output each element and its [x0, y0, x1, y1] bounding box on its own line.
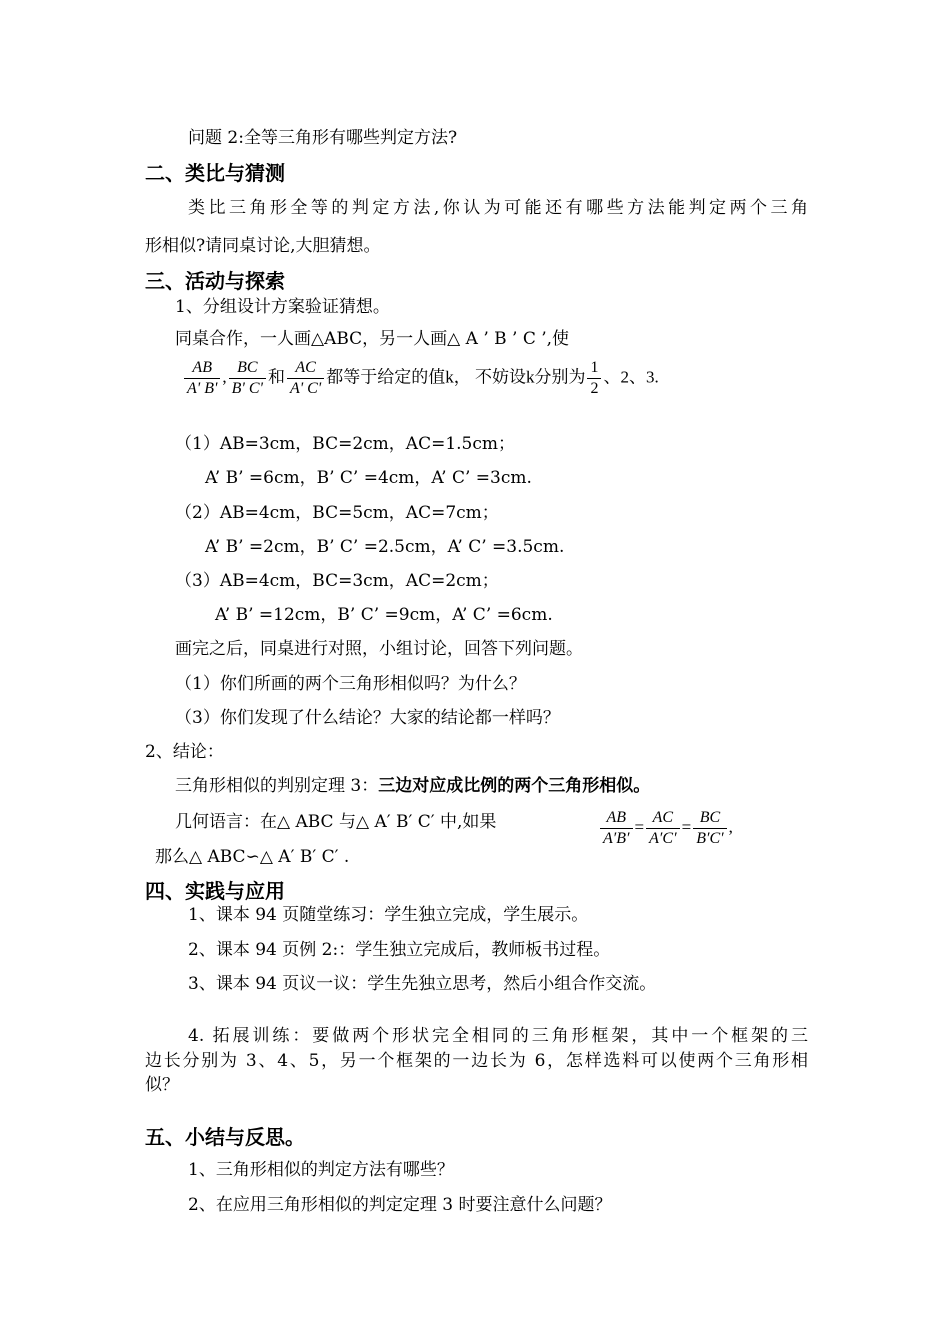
section-2-paragraph-line-2: 形相似?请同桌讨论,大胆猜想。 [145, 236, 381, 256]
geo-fraction-ab: $\frac{AB}{A'B'}$ [600, 808, 633, 849]
section-2-paragraph-line-1: 类比三角形全等的判定方法,你认为可能还有哪些方法能判定两个三角 [188, 198, 808, 218]
ratio-rest-text: 都等于给定的值k， 不妨设k分别为 [326, 367, 586, 387]
summary-item-1: 1、三角形相似的判定方法有哪些？ [188, 1160, 454, 1180]
practice-item-3: 3、课本 94 页议一议：学生先独立思考，然后小组合作交流。 [188, 974, 657, 994]
section-5-title: 五、小结与反思。 [145, 1125, 305, 1149]
fraction-bc: $\frac{BC}{B' C'}$ [229, 358, 266, 399]
practice-item-2: 2、课本 94 页例 2:：学生独立完成后，教师板书过程。 [188, 940, 611, 960]
discussion-instruction: 画完之后，同桌进行对照，小组讨论，回答下列问题。 [175, 639, 583, 659]
fraction-ab: $\frac{AB}{A' B'}$ [184, 358, 220, 399]
fraction-ac: $\frac{AC}{A' C'}$ [287, 358, 324, 399]
discussion-question-3: （3）你们发现了什么结论？大家的结论都一样吗？ [175, 708, 560, 728]
geometry-ratio: $\frac{AB}{A'B'}$ = $\frac{AC}{A'C'}$ = $\frac{BC}{B'C'}$ , [598, 808, 733, 849]
case-3-abc-prime: A’ B’ =12cm，B’ C’ =9cm，A’ C’ =6cm. [215, 605, 553, 625]
case-1-abc-prime: A’ B’ =6cm，B’ C’ =4cm，A’ C’ =3cm. [205, 468, 532, 488]
practice-item-4-line-2: 边长分别为 3、4、5，另一个框架的一边长为 6，怎样选料可以使两个三角形相 [145, 1051, 808, 1071]
similarity-conclusion: 那么△ ABC∽△ A′ B′ C′ . [155, 847, 350, 867]
case-1-abc: （1）AB=3cm，BC=2cm，AC=1.5cm； [175, 434, 516, 454]
activity-item-1: 1、分组设计方案验证猜想。 [175, 297, 390, 317]
practice-item-1: 1、课本 94 页随堂练习：学生独立完成，学生展示。 [188, 905, 589, 925]
ratio-tail-text: 、2、3. [603, 367, 659, 387]
geometry-language: 几何语言：在△ ABC 与△ A′ B′ C′ 中,如果 [175, 812, 497, 832]
practice-item-4-line-3: 似？ [145, 1075, 179, 1095]
conclusion-heading: 2、结论： [145, 742, 224, 762]
fraction-half: $\frac{1}{2}$ [587, 358, 601, 399]
ratio-condition: $\frac{AB}{A' B'}$ , $\frac{BC}{B' C'}$ 和 $\frac{AC}{A' C'}$ 都等于给定的值k， 不妨设k分别为 $\frac{1}{2}$ 、2、3. [182, 358, 659, 399]
question-2: 问题 2:全等三角形有哪些判定方法? [188, 128, 458, 148]
and-text: 和 [267, 367, 285, 387]
summary-item-2: 2、在应用三角形相似的判定定理 3 时要注意什么问题？ [188, 1195, 612, 1215]
section-3-title: 三、活动与探索 [145, 269, 285, 293]
practice-item-4-line-1: 4. 拓展训练：要做两个形状完全相同的三角形框架，其中一个框架的三 [188, 1026, 808, 1046]
theorem-statement: 三边对应成比例的两个三角形相似。 [378, 776, 651, 796]
case-3-abc: （3）AB=4cm，BC=3cm，AC=2cm； [175, 571, 499, 591]
case-2-abc-prime: A’ B’ =2cm，B’ C’ =2.5cm，A’ C’ =3.5cm. [205, 537, 565, 557]
theorem-label: 三角形相似的判别定理 3： [175, 776, 379, 796]
section-4-title: 四、实践与应用 [145, 879, 285, 903]
discussion-question-1: （1）你们所画的两个三角形相似吗？为什么？ [175, 674, 526, 694]
geo-fraction-ac: $\frac{AC}{A'C'}$ [646, 808, 679, 849]
case-2-abc: （2）AB=4cm，BC=5cm，AC=7cm； [175, 503, 499, 523]
cooperation-instruction: 同桌合作，一人画△ABC，另一人画△ A ’ B ’ C ’,使 [175, 329, 570, 349]
theorem-3 [175, 775, 650, 797]
geo-fraction-bc: $\frac{BC}{B'C'}$ [693, 808, 726, 849]
section-2-title: 二、类比与猜测 [145, 161, 285, 185]
